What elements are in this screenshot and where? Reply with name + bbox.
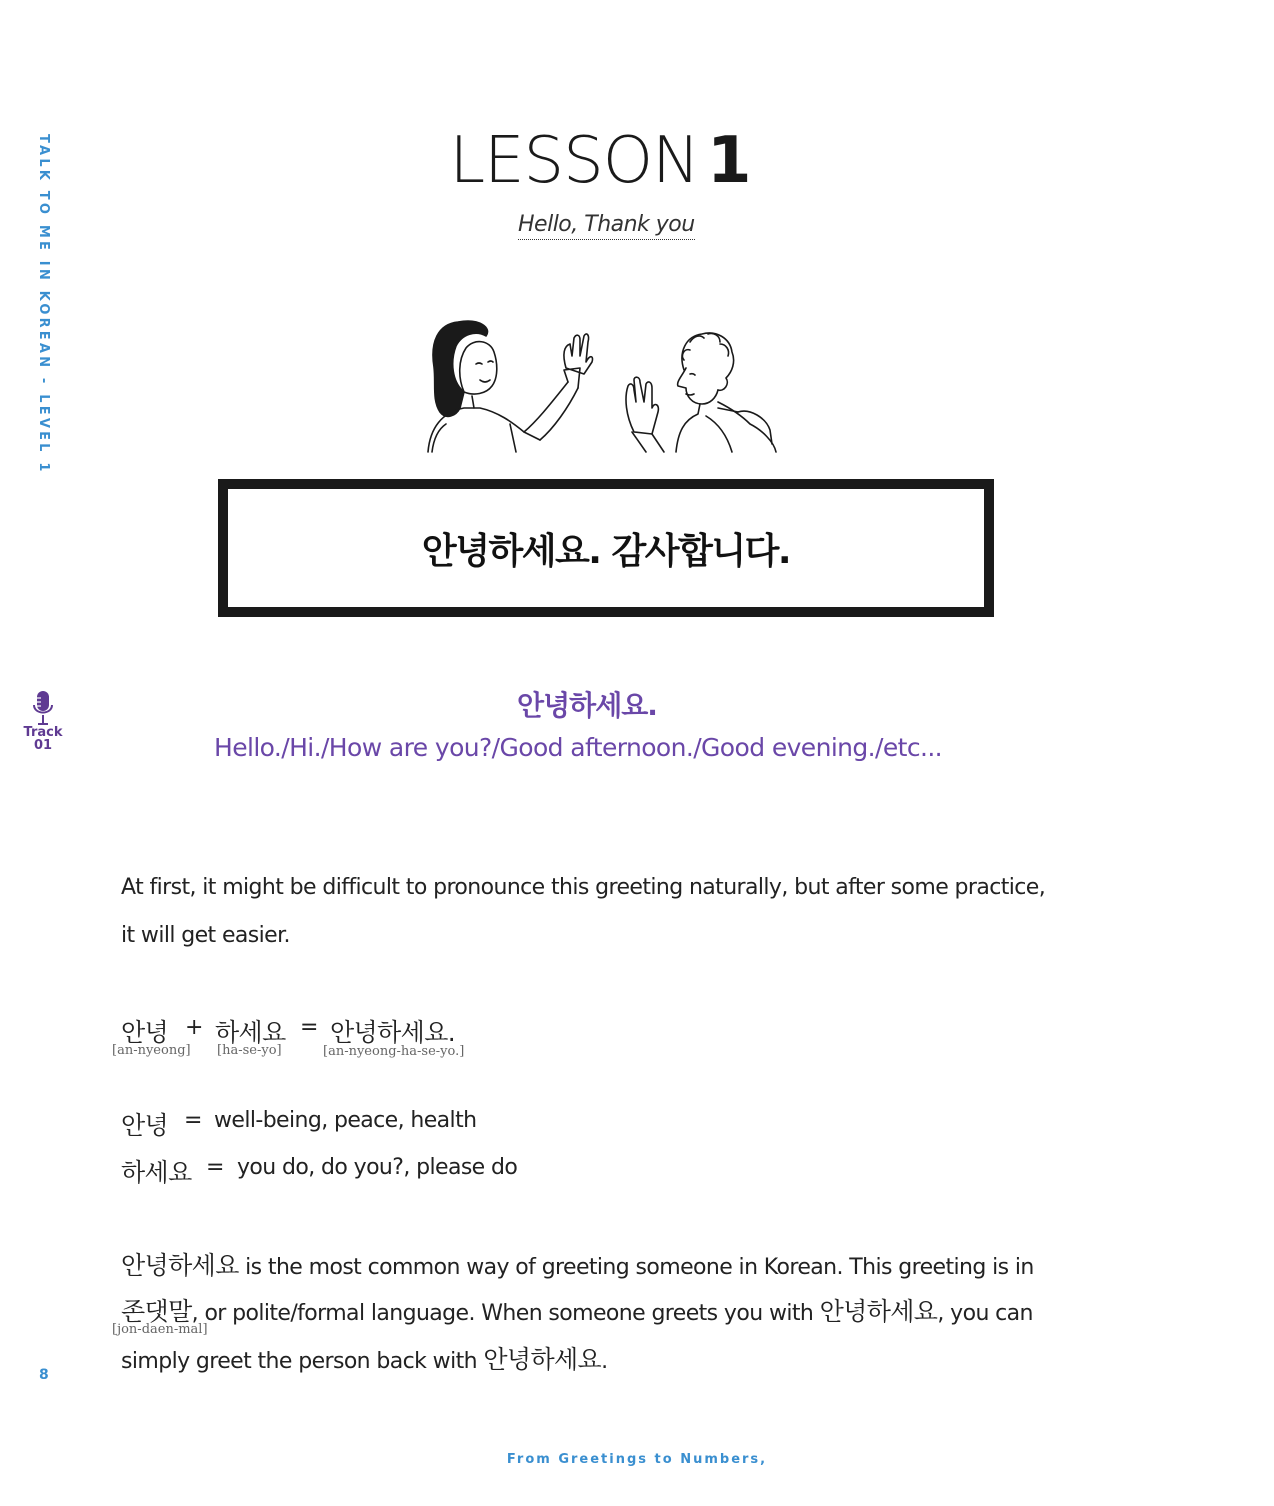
intro-line-1: At first, it might be difficult to pronounce this greeting naturally, but after some practice, — [121, 875, 1046, 900]
formula-equals: = — [300, 1015, 318, 1040]
explanation-text: , you can — [937, 1301, 1033, 1326]
key-phrase: 안녕하세요. 감사합니다. — [421, 530, 791, 572]
formula-part1-romanization: [an-nyeong] — [112, 1043, 191, 1058]
lesson-label: LESSON — [449, 124, 700, 198]
formula-plus: + — [185, 1015, 203, 1040]
explanation-text: . — [601, 1349, 608, 1374]
intro-line-2: it will get easier. — [121, 923, 290, 948]
korean-term: 존댓말 — [121, 1297, 192, 1326]
lesson-title — [0, 124, 1200, 198]
definition-meaning: well-being, peace, health — [214, 1108, 477, 1133]
definition-word: 안녕 — [121, 1111, 169, 1140]
explanation-text: is the most common way of greeting someone in Korean. This greeting is in — [238, 1255, 1034, 1280]
track-number: 01 — [33, 738, 53, 753]
explanation-text: simply greet the person back with — [121, 1349, 484, 1374]
jondaenmal-romanization: [jon-daen-mal] — [112, 1322, 208, 1337]
definition-equals: = — [206, 1155, 224, 1180]
book-title-vertical: TALK TO ME IN KOREAN - LEVEL 1 — [36, 134, 51, 475]
definition-equals: = — [184, 1108, 202, 1133]
definition-meaning: you do, do you?, please do — [237, 1155, 518, 1180]
lesson-number: 1 — [707, 124, 751, 198]
headword-korean: 안녕하세요. — [517, 689, 657, 722]
definition-word: 하세요 — [121, 1158, 192, 1187]
page-number: 8 — [39, 1367, 49, 1383]
greeting-illustration — [420, 312, 790, 457]
formula-result-romanization: [an-nyeong-ha-se-yo.] — [323, 1044, 465, 1059]
lesson-subtitle: Hello, Thank you — [518, 212, 695, 240]
formula-part2: 하세요 — [215, 1018, 286, 1047]
headword-translation: Hello./Hi./How are you?/Good afternoon./Good evening./etc... — [214, 733, 943, 762]
explanation-text: , or polite/formal language. When someone greets you with — [191, 1301, 820, 1326]
footer-text: From Greetings to Numbers, — [506, 1452, 768, 1467]
key-phrase-box — [218, 479, 994, 617]
formula-part1: 안녕 — [121, 1018, 169, 1047]
explanation-line-2 — [121, 1292, 1033, 1328]
formula-result: 안녕하세요. — [330, 1018, 456, 1047]
explanation-line-3 — [121, 1340, 608, 1376]
explanation-line-1 — [121, 1246, 1034, 1282]
track-label: Track — [23, 725, 63, 740]
korean-term: 안녕하세요 — [819, 1297, 938, 1326]
korean-term: 안녕하세요 — [483, 1345, 602, 1374]
korean-term: 안녕하세요 — [121, 1251, 239, 1280]
formula-part2-romanization: [ha-se-yo] — [217, 1043, 282, 1058]
